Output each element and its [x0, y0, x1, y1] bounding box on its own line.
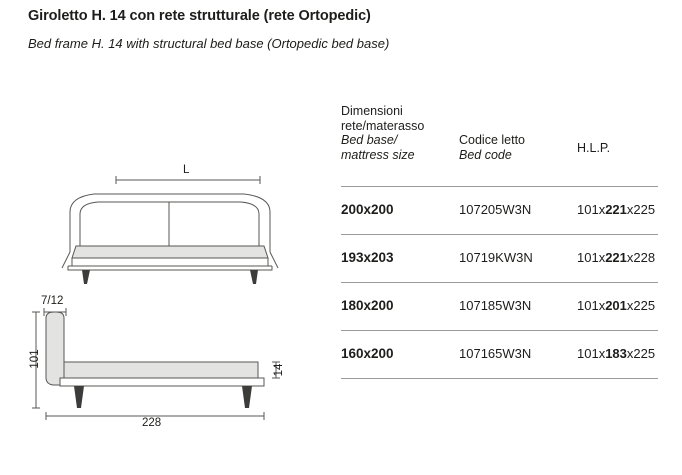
- hlp-suffix: x228: [626, 250, 656, 265]
- side-view-headboard-thickness-label: 7/12: [41, 295, 64, 307]
- hlp-prefix: 101x: [577, 346, 606, 361]
- hlp-suffix: x225: [626, 298, 656, 313]
- cell-hlp: [577, 202, 655, 217]
- page-title-italian: Giroletto H. 14 con rete strutturale (rete Ortopedic): [28, 8, 371, 24]
- hlp-prefix: 101x: [577, 298, 606, 313]
- hlp-prefix: 101x: [577, 202, 606, 217]
- cell-bed-code: 10719KW3N: [459, 250, 533, 265]
- cell-size: 160x200: [341, 346, 394, 361]
- top-view-width-label: L: [183, 164, 190, 176]
- table-row-separator: [341, 378, 658, 379]
- table-row: [341, 186, 658, 234]
- specs-table: [341, 104, 658, 172]
- cell-hlp: [577, 298, 655, 313]
- hlp-bold: 201: [605, 298, 627, 313]
- cell-size: 193x203: [341, 250, 394, 265]
- page-title-english: Bed frame H. 14 with structural bed base (Ortopedic bed base): [28, 36, 390, 51]
- hlp-prefix: 101x: [577, 250, 606, 265]
- cell-bed-code: 107165W3N: [459, 346, 532, 361]
- table-header-bed-code: Codice letto Bed code: [459, 133, 526, 162]
- cell-size: 200x200: [341, 202, 394, 217]
- cell-hlp: [577, 346, 655, 361]
- cell-hlp: [577, 250, 655, 265]
- table-header-row: [341, 104, 658, 172]
- hlp-bold: 183: [605, 346, 627, 361]
- table-row: [341, 330, 658, 378]
- hlp-bold: 221: [605, 250, 627, 265]
- hlp-suffix: x225: [626, 346, 656, 361]
- table-row: [341, 282, 658, 330]
- cell-bed-code: 107205W3N: [459, 202, 532, 217]
- side-view-length-label: 228: [142, 417, 162, 429]
- side-view-base-height-label: 14: [273, 363, 285, 377]
- hlp-bold: 221: [605, 202, 627, 217]
- table-header-hlp: H.L.P.: [577, 141, 611, 155]
- bed-side-view-drawing: [29, 295, 300, 429]
- side-view-height-label: 101: [29, 349, 41, 369]
- cell-bed-code: 107185W3N: [459, 298, 532, 313]
- table-row: [341, 234, 658, 282]
- bed-top-view-drawing: [38, 166, 298, 286]
- cell-size: 180x200: [341, 298, 394, 313]
- table-header-dimensions: Dimensioni rete/materasso Bed base/ mattress size: [341, 104, 425, 162]
- hlp-suffix: x225: [626, 202, 656, 217]
